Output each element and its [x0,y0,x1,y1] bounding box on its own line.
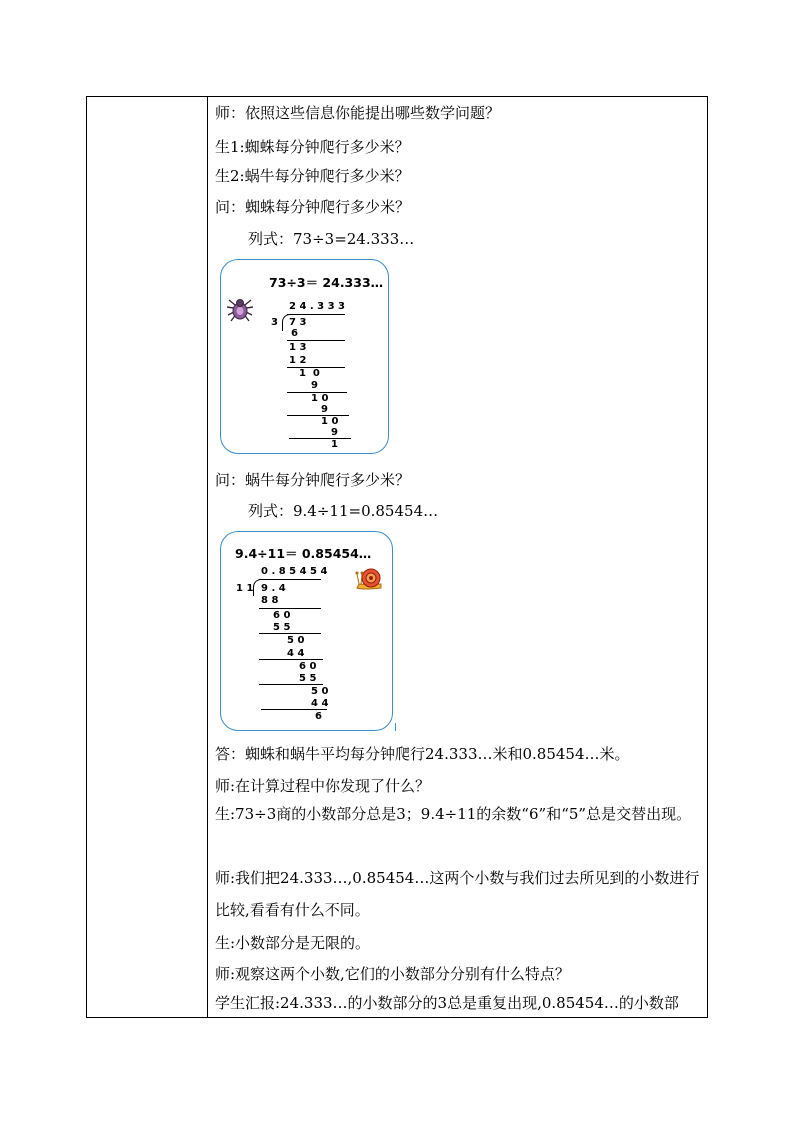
spider-step: 9 [311,380,318,391]
snail-step-bar [259,659,323,660]
snail-division-bracket [253,579,261,596]
spider-divisor: 3 [271,317,278,328]
teacher-question-3: 师:观察这两个小数,它们的小数部分分别有什么特点？ [215,965,570,983]
spider-step: 9 [321,404,328,415]
formula-snail: 列式：9.4÷11=0.85454… [248,502,439,520]
student-1-answer: 生1:蜘蛛每分钟爬行多少米？ [215,138,410,156]
snail-step: 6 0 [299,661,317,672]
spider-step: 1 0 [299,368,320,379]
snail-divisor: 1 1 [236,583,254,594]
snail-step: 5 5 [273,622,291,633]
spider-step: 9 [331,427,338,438]
spider-panel-title: 73÷3＝ 24.333… [269,275,384,290]
column-divider [207,97,208,1017]
spider-step: 1 [331,439,338,450]
image-anchor-mark [395,723,396,731]
snail-step: 4 4 [311,698,329,709]
snail-step: 6 [315,711,322,722]
snail-step: 8 8 [261,595,279,606]
student-report: 学生汇报:24.333…的小数部分的3总是重复出现,0.85454…的小数部 [215,994,679,1012]
student-observation: 生:73÷3商的小数部分总是3；9.4÷11的余数“6”和“5”总是交替出现。 [215,805,692,823]
snail-dividend: 9 . 4 [261,583,286,594]
student-2-answer: 生2:蜗牛每分钟爬行多少米？ [215,167,410,185]
lesson-table [86,96,708,1018]
spider-step-bar [289,438,351,439]
answer-line: 答：蜘蛛和蜗牛平均每分钟爬行24.333…米和0.85454…米。 [215,745,630,763]
question-snail: 问：蜗牛每分钟爬行多少米？ [215,471,411,489]
spider-step: 1 0 [311,393,329,404]
snail-step: 6 0 [273,610,291,621]
spider-step: 1 3 [289,342,307,353]
snail-division-bar [259,579,321,580]
snail-step: 5 0 [287,635,305,646]
snail-quotient: 0 . 8 5 4 5 4 [261,566,328,577]
lesson-content-cell [215,97,703,1017]
snail-step-bar [259,608,321,609]
snail-step: 5 5 [299,673,317,684]
formula-spider: 列式：73÷3=24.333… [248,230,415,248]
spider-step-bar [287,340,345,341]
spider-step-bar [287,415,349,416]
snail-panel-title: 9.4÷11＝ 0.85454… [235,546,372,561]
spider-step: 6 [291,328,298,339]
snail-step: 4 4 [287,648,305,659]
spider-division-panel [220,259,389,454]
teacher-comparison: 师:我们把24.333…,0.85454…这两个小数与我们过去所见到的小数进行比较,看看有什么不同。 [215,869,700,919]
spider-step: 1 2 [289,355,307,366]
snail-step-bar [261,709,327,710]
question-spider: 问：蜘蛛每分钟爬行多少米？ [215,198,411,216]
spider-icon [225,294,255,324]
snail-division-panel [220,531,393,731]
spider-step: 1 0 [321,416,339,427]
snail-icon [355,566,383,592]
spider-dividend: 7 3 [289,317,307,328]
snail-step-bar [259,684,323,685]
spider-quotient: 2 4 . 3 3 3 [289,301,345,312]
student-infinite: 生:小数部分是无限的。 [215,934,371,952]
spider-division-bar [287,314,345,315]
teacher-question-2: 师:在计算过程中你发现了什么？ [215,777,431,795]
snail-step: 5 0 [311,686,329,697]
teacher-question-1: 师：依照这些信息你能提出哪些数学问题？ [215,104,501,122]
snail-step-bar [259,633,321,634]
